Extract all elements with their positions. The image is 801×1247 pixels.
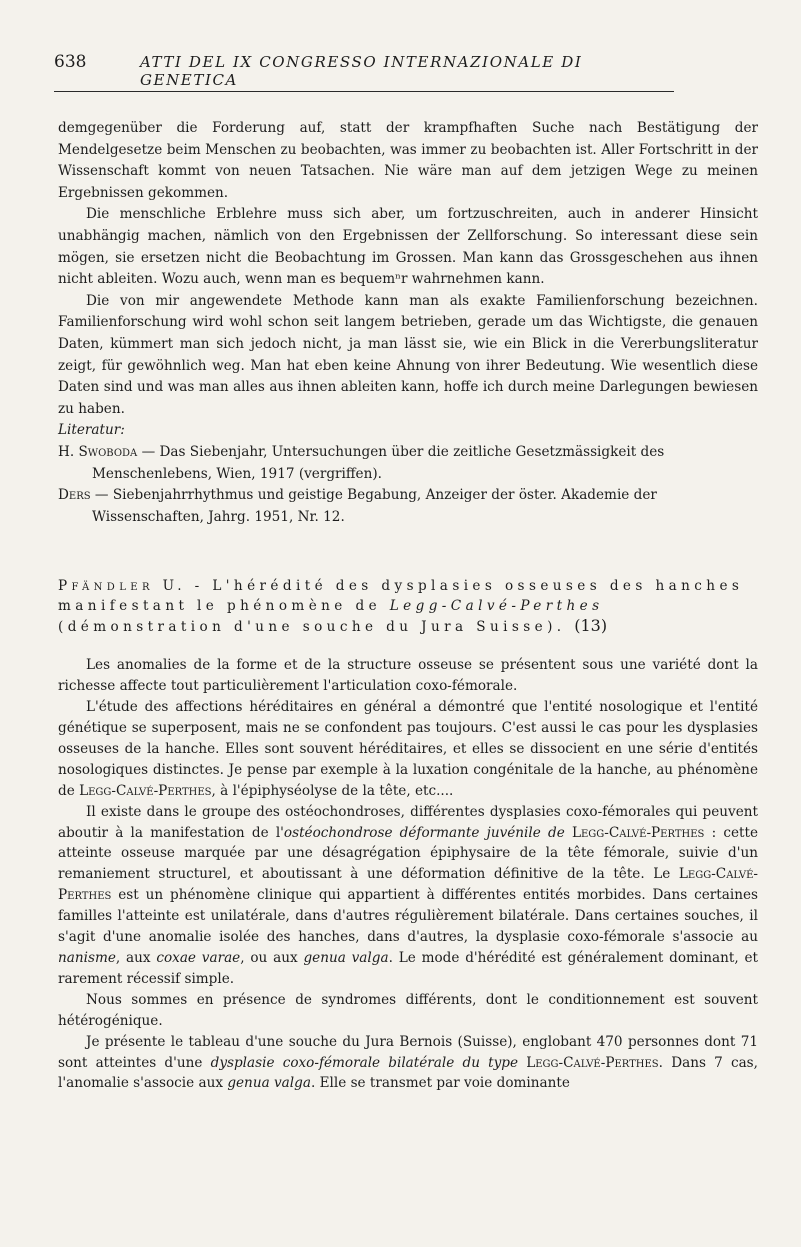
paragraph: Die menschliche Erblehre muss sich aber, um fortzuschreiten, auch in anderer Hinsicht unabhängig machen, nämlich von den Ergebnissen der Zellforschung. So interessant diese sein mögen, sie ersetzen nicht die Beobachtung im Grossen. Man kann das Grossgeschehen aus ihnen nicht ableiten. Wozu auch, wenn man es bequemⁿr wahrnehmen kann. <box>58 206 758 288</box>
paragraph: Die von mir angewendete Methode kann man als exakte Familienforschung bezeichnen. Familienforschung wird wohl schon seit langem betrieben, gerade um das Wichtigste, die genauen Daten, kümmert man sich jedoch nicht, ja man lässt sie, wie ein Blick in die Vererbungsliteratur zeigt, für gewöhnlich weg. Man hat eben keine Ahnung von ihrer Bedeutung. Wie wesentlich diese Daten sind und was man alles aus ihnen ableiten kann, hoffe ich durch meine Darlegungen bewiesen zu haben. <box>58 292 758 417</box>
text-run: . Dans 7 cas, l'anomalie s'associe aux <box>58 1054 758 1092</box>
paragraph: Nous sommes en présence de syndromes différents, dont le conditionnement est souvent hétérogénique. <box>58 991 758 1029</box>
text-run: ostéochondrose déformante juvénile de <box>283 824 565 841</box>
running-head <box>54 52 674 92</box>
text-run: , ou aux <box>240 949 304 966</box>
text-run: Il existe dans le groupe des ostéochondroses, différentes dysplasies coxo-fémorales qui peuvent aboutir à la manifestation de l' <box>58 803 758 841</box>
reference-item <box>58 485 758 528</box>
text-run: Legg-Calvé-Perthes <box>564 824 705 841</box>
text-run: Legg-Calvé-Perthes <box>58 866 758 904</box>
german-section <box>58 118 758 528</box>
text-run: genua valga <box>227 1075 311 1092</box>
paragraph <box>58 802 758 990</box>
text-run: est un phénomène clinique qui appartient à différentes entités morbides. Dans certaines familles l'atteinte est unilatérale, dans d'autres régulièrement bilatérale. Dans certaines souches, il s'agit d'une anomalie isolée des hanches, dans d'autres, la dysplasie coxo-fémorale s'associe au <box>58 887 758 946</box>
article-title-italic: Legg-Calvé-Perthes <box>389 598 604 615</box>
text-run: nanisme <box>58 949 116 966</box>
article-heading <box>58 576 758 637</box>
reference-author: H. Swoboda <box>58 443 138 460</box>
text-run: Je présente le tableau d'une souche du Jura Bernois (Suisse), englobant 470 personnes dont 71 sont atteintes d'une <box>58 1033 758 1071</box>
literature-heading: Literatur: <box>58 422 125 439</box>
french-section <box>58 655 758 1094</box>
text-run: , aux <box>115 949 157 966</box>
paragraph: Les anomalies de la forme et de la structure osseuse se présentent sous une variété dont la richesse affecte tout particulièrement l'articulation coxo-fémorale. <box>58 657 758 695</box>
page-number: 638 <box>54 52 87 72</box>
paragraph <box>58 1032 758 1095</box>
text-run: coxae varae <box>156 949 241 966</box>
text-run: L'étude des affections héréditaires en général a démontré que l'entité nosologique et l'entité génétique se superposent, mais ne se confondent pas toujours. C'est aussi le cas pour les dysplasies osseuses de la hanche. Elles sont souvent héréditaires, et elles se dissocient en une série d'entités nosologiques distinctes. Je pense par exemple à la luxation congénitale de la hanche, au phénomène de <box>58 699 758 799</box>
reference-text: — Das Siebenjahr, Untersuchungen über die zeitliche Gesetzmässigkeit des Menschenlebens, Wien, 1917 (vergriffen). <box>92 443 665 482</box>
text-run: : cette atteinte osseuse marquée par une désagrégation épiphysaire de la tête fémorale, suivie d'un remaniement structurel, et aboutissant à une déformation définitive de la tête. Le <box>58 824 758 883</box>
text-run: dysplasie coxo-fémorale bilatérale du type <box>210 1054 519 1071</box>
journal-title: ATTI DEL IX CONGRESSO INTERNAZIONALE DI GENETICA <box>139 53 583 89</box>
reference-item <box>58 442 758 485</box>
reference-text: — Siebenjahrrhythmus und geistige Begabung, Anzeiger der öster. Akademie der Wissenschaften, Jahrg. 1951, Nr. 12. <box>90 487 657 525</box>
paragraph: demgegenüber die Forderung auf, statt der krampfhaften Suche nach Bestätigung der Mendelgesetze beim Menschen zu beobachten, was immer zu beobachten ist. Aller Fortschritt in der Wissenschaft kommt von neuen Tatsachen. Nie wäre man auf dem jetzigen Wege zu meinen Ergebnissen gekommen. <box>58 120 758 201</box>
text-run: Legg-Calvé-Perthes <box>518 1054 659 1071</box>
article-author: Pfändler U. <box>58 578 186 595</box>
paragraph <box>58 697 758 802</box>
text-run: , à l'épiphyséolyse de la tête, etc.... <box>211 782 454 799</box>
article-title: (démonstration d'une souche du Jura Suisse). <box>58 619 575 636</box>
article-title: - L'hérédité des dysplasies osseuses des hanches manifestant le phénomène de <box>58 578 744 615</box>
text-run: . Le mode d'hérédité est généralement dominant, et rarement récessif simple. <box>58 949 759 987</box>
text-run: Legg-Calvé-Perthes <box>79 782 212 799</box>
reference-author: Ders <box>58 487 91 504</box>
page <box>54 52 759 1094</box>
text-run: . Elle se transmet par voie dominante <box>310 1075 570 1092</box>
text-run: genua valga <box>303 949 389 966</box>
section-number: (13) <box>574 616 608 636</box>
